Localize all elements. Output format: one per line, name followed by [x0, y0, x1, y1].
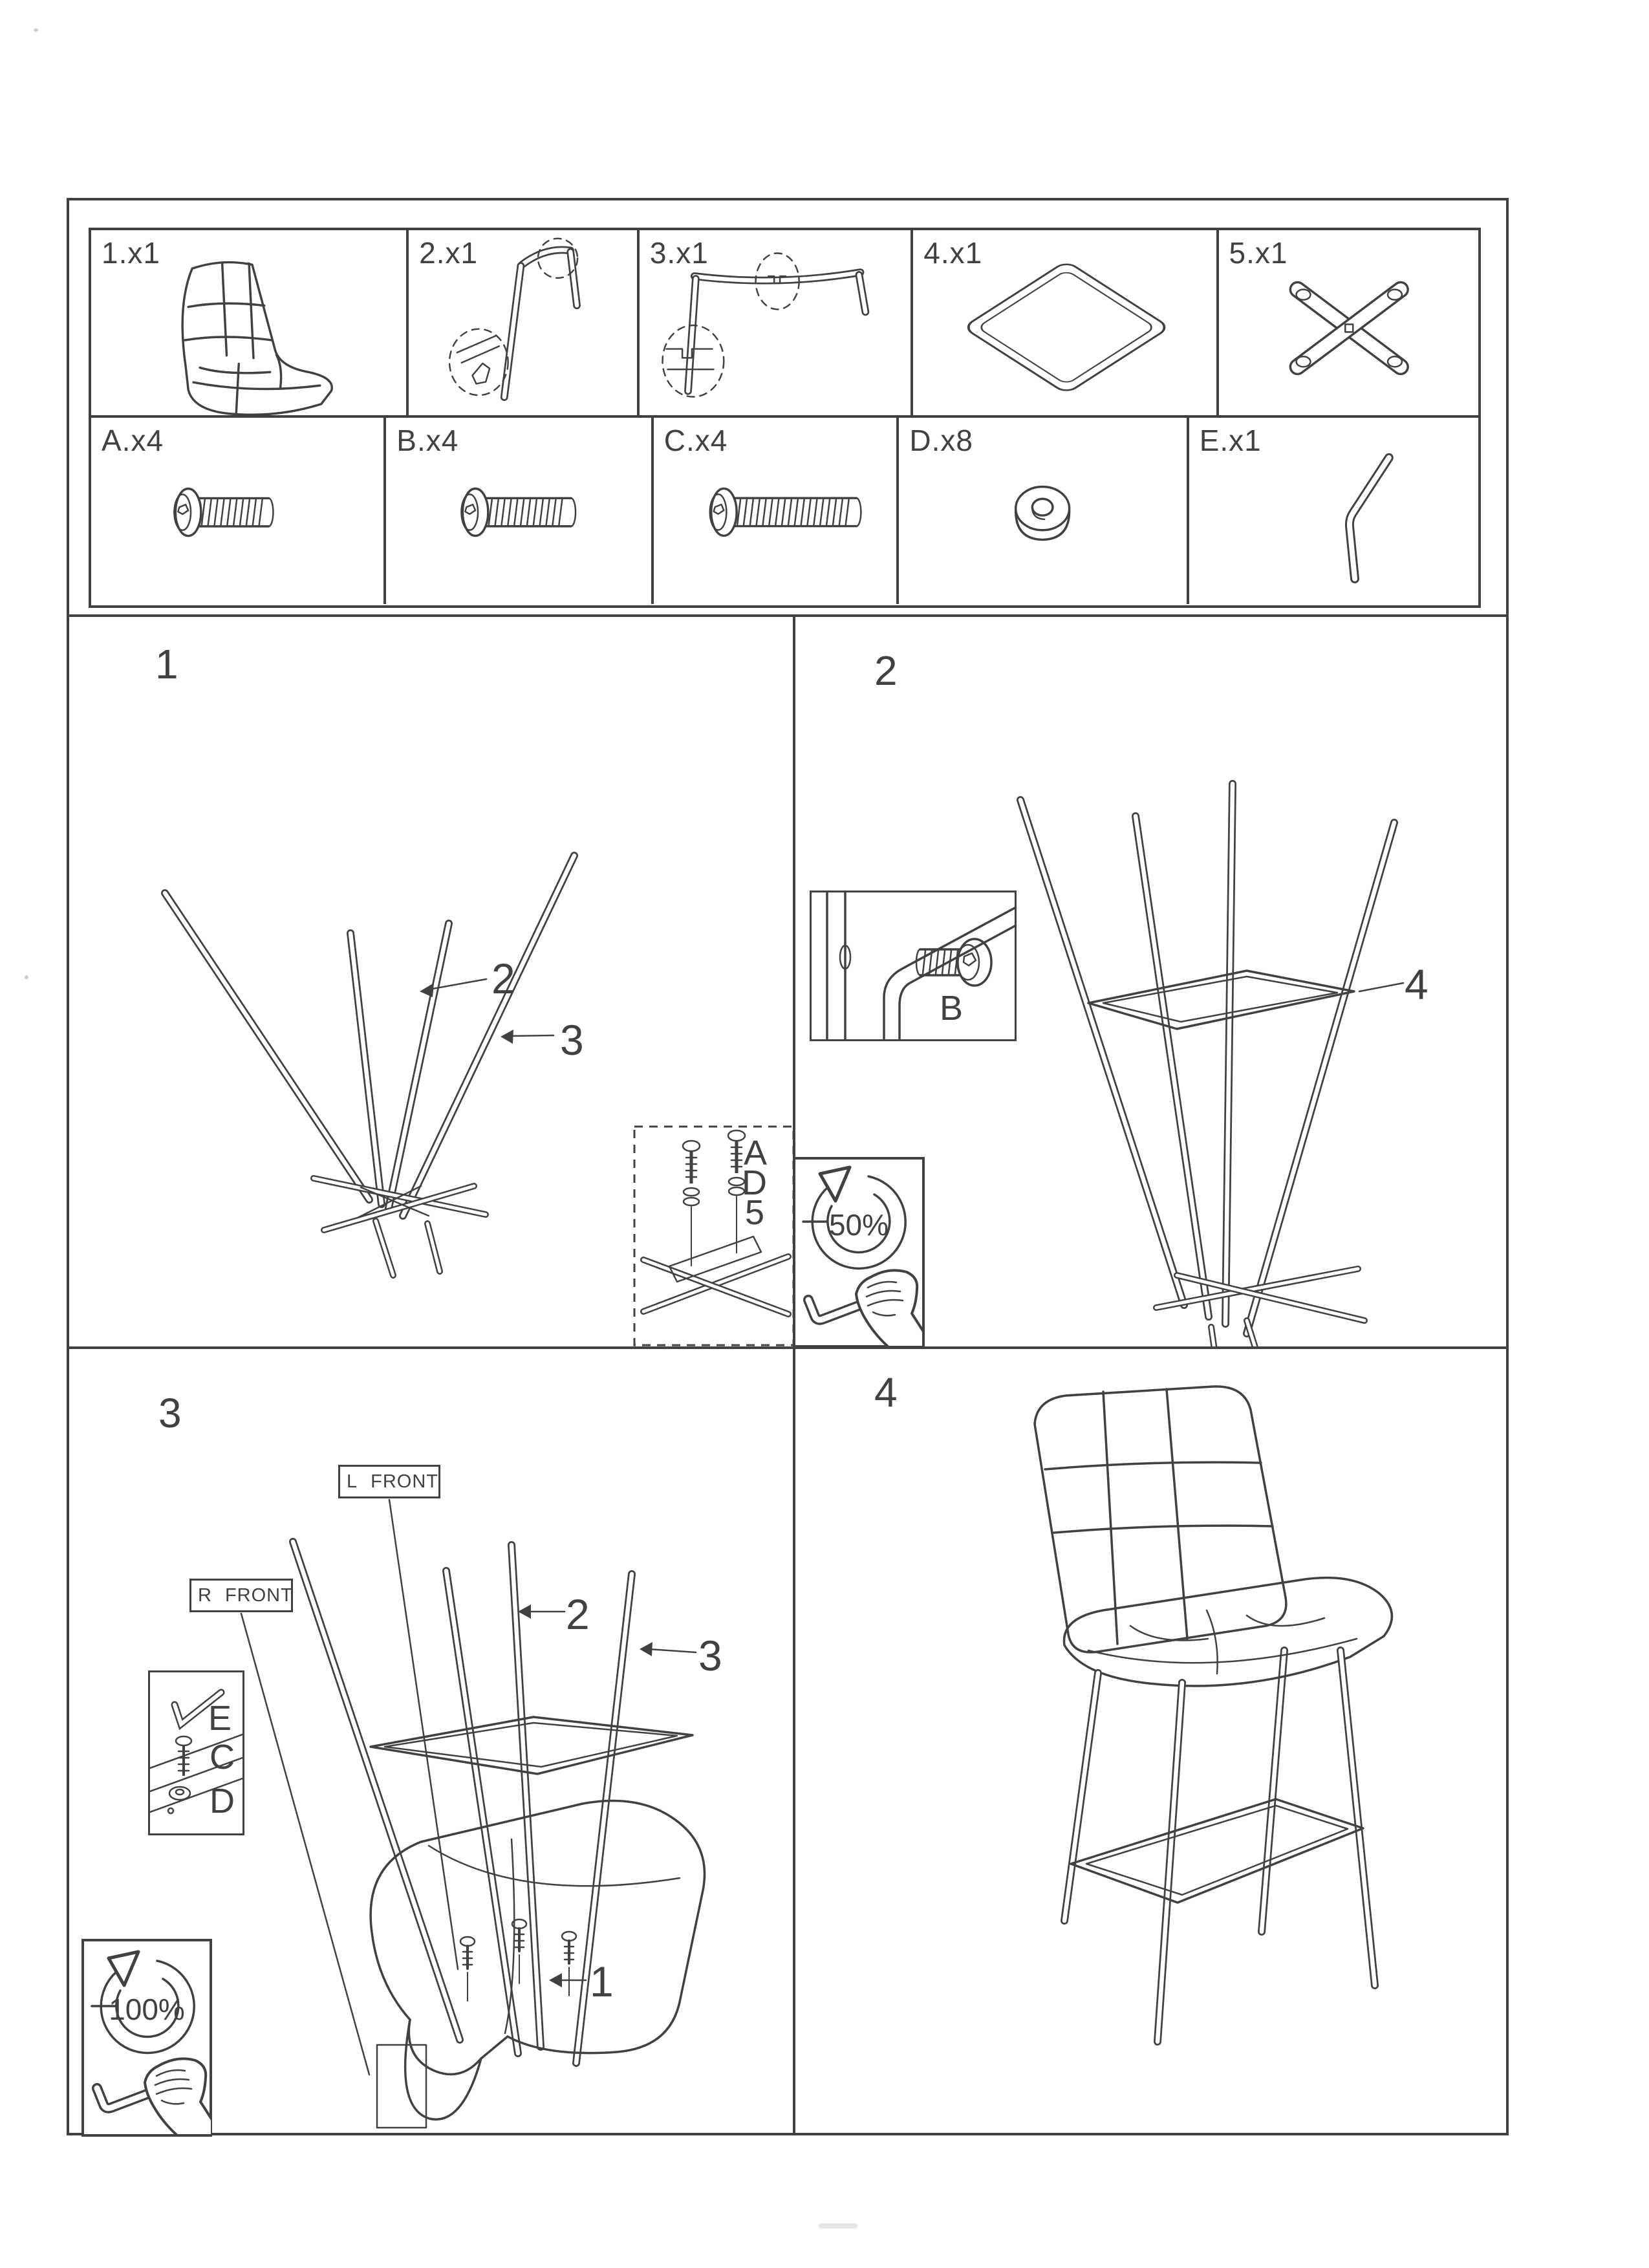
hex-key-drawing — [1189, 418, 1478, 603]
step3-inset-label-screw: C — [210, 1738, 235, 1777]
step4-drawing — [794, 1346, 1509, 2135]
parts-row-hardware — [91, 418, 1478, 604]
step3-callout-part3: 3 — [698, 1632, 722, 1679]
footrest-frame-drawing — [913, 230, 1216, 415]
step1-callout-part3: 3 — [560, 1016, 584, 1064]
front-tag-left — [338, 1465, 440, 1498]
part-label: B.x4 — [396, 424, 459, 457]
step4-number: 4 — [874, 1369, 898, 1416]
scan-smudge — [819, 2223, 857, 2229]
part-cell-leg-frame-b — [640, 230, 913, 415]
front-tag-left-word: FRONT — [371, 1471, 439, 1492]
torque-100-label: 100% — [109, 1993, 185, 2026]
step2-callout-frame: 4 — [1405, 960, 1428, 1008]
part-label: 4.x1 — [923, 236, 983, 270]
part-label: C.x4 — [663, 424, 728, 457]
part-cell-washer — [899, 418, 1189, 604]
step1-inset-label-washer: D — [742, 1163, 767, 1202]
bolt-c-drawing — [654, 418, 897, 601]
front-tag-left-side: L — [347, 1471, 358, 1492]
parts-row-main — [91, 230, 1478, 418]
step2-number: 2 — [874, 647, 898, 694]
leg-frame-b-drawing — [640, 230, 911, 415]
torque-50-label: 50% — [828, 1208, 889, 1242]
front-tag-right-side: R — [198, 1584, 212, 1606]
part-cell-bolt-a — [91, 418, 386, 604]
step2-inset-label-screw: B — [940, 989, 964, 1028]
step1-inset-label-bracket: 5 — [745, 1193, 765, 1232]
step3-callout-seat: 1 — [590, 1958, 614, 2005]
part-cell-leg-frame-a — [409, 230, 640, 415]
x-bracket-drawing — [1219, 230, 1478, 417]
part-label: E.x1 — [1199, 424, 1262, 457]
bolt-a-drawing — [91, 418, 383, 601]
step3-inset-box — [148, 1670, 244, 1835]
step2-inset-drawing — [812, 892, 1015, 1039]
torque-100-box — [81, 1939, 212, 2137]
part-cell-bolt-c — [654, 418, 900, 604]
seat-part-drawing — [91, 230, 406, 416]
front-tag-right — [189, 1579, 293, 1612]
part-cell-footrest-frame — [913, 230, 1218, 415]
part-cell-seat — [91, 230, 409, 415]
step1-number: 1 — [155, 641, 178, 687]
bolt-b-drawing — [386, 418, 651, 601]
step2-inset-box — [810, 891, 1017, 1041]
washer-drawing — [899, 418, 1186, 601]
part-label: A.x4 — [102, 424, 164, 457]
step3-inset-label-tool: E — [208, 1699, 232, 1738]
step3-inset-label-washer: D — [210, 1782, 235, 1820]
torque-100-icon — [84, 1941, 211, 2135]
step3-callout-part2: 2 — [566, 1590, 590, 1638]
leg-frame-a-drawing — [409, 230, 637, 415]
step1-callout-part2: 2 — [491, 955, 515, 1002]
scan-speck — [25, 975, 28, 979]
parts-table — [89, 228, 1481, 608]
part-label: D.x8 — [909, 424, 973, 457]
part-label: 2.x1 — [419, 236, 479, 270]
part-cell-x-bracket — [1219, 230, 1478, 415]
step3-number: 3 — [158, 1390, 182, 1436]
step1-inset-label-screw: A — [744, 1134, 768, 1172]
part-cell-bolt-b — [386, 418, 653, 604]
part-label: 5.x1 — [1229, 236, 1288, 270]
scan-speck — [34, 28, 38, 32]
step1-drawing — [67, 614, 793, 1346]
part-label: 1.x1 — [102, 236, 160, 270]
part-cell-hex-key — [1189, 418, 1478, 604]
part-label: 3.x1 — [649, 236, 709, 270]
front-tag-right-word: FRONT — [224, 1584, 293, 1606]
